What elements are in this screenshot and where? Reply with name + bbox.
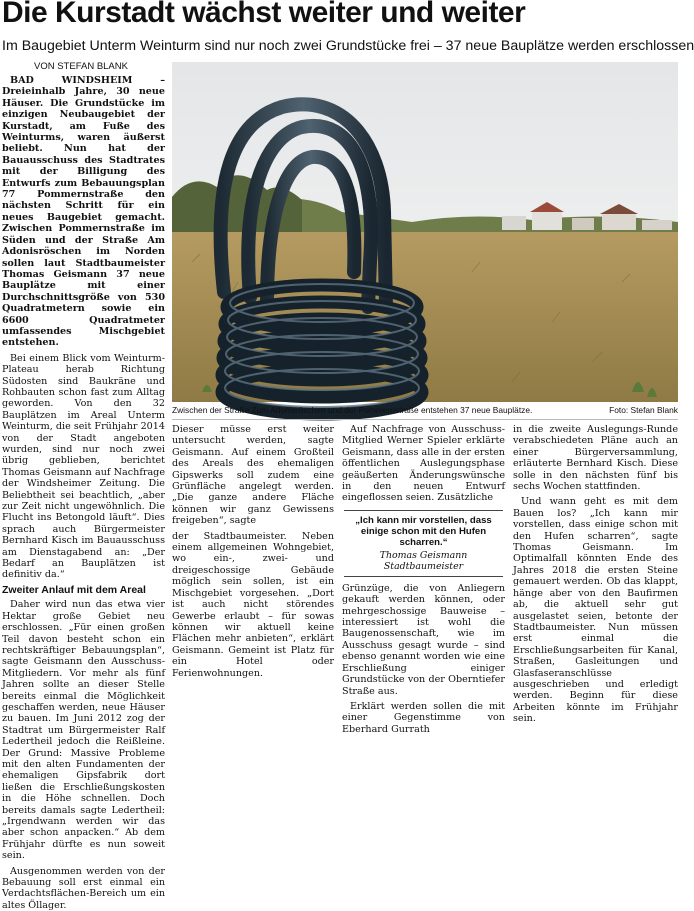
photo-caption-text: Zwischen der Straße Zum Adonisröschen und der Pommernstraße entstehen 37 neue Bauplätze.: [172, 405, 533, 415]
column-1: [2, 75, 165, 911]
pull-quote-role: Stadtbaumeister: [383, 560, 464, 572]
headline: Die Kurstadt wächst weiter und weiter: [2, 0, 526, 29]
pull-quote: [344, 510, 503, 577]
lead-text: Dreieinhalb Jahre, 30 neue Häuser. Die Grundstücke im einzigen Neubaugebiet der Kurstadt, am Fuße des Weinturms, waren äußerst beliebt. Nun hat der Bauausschuss des Stadtrates mit der Billigung des Entwurfs zum Bebauungsplan 77 Pommernstraße den nächsten Schritt für ein neues Baugebiet gemacht. Zwischen Pommernstraße im Süden und der Straße Am Adonisröschen im Norden sollen laut Stadtbaumeister Thomas Geismann 37 neue Bauplätze mit einer Durchschnittsgröße von 530 Quadratmetern sowie ein 6600 Quadratmeter umfassendes Mischgebiet entstehen.: [2, 86, 165, 349]
column-4: [513, 424, 678, 725]
subheadline: Im Baugebiet Unterm Weinturm sind nur noch zwei Grundstücke frei – 37 neue Bauplätze werden erschlossen: [2, 38, 694, 54]
column-1-paragraph-4: Ausgenommen werden von der Bebauung soll erst einmal ein Verdachtsflächen-Bereich um ein altes Öllager.: [2, 865, 165, 911]
article-photo: [172, 62, 678, 402]
dateline: BAD WINDSHEIM –: [10, 75, 165, 86]
pull-quote-text: „Ich kann mir vorstellen, dass einige schon mit den Hufen scharren.“: [355, 514, 492, 548]
column-2-paragraph-1b: der Stadtbaumeister. Neben einem allgemeinen Wohngebiet, wo ein-, zwei- und dreigeschossige Gebäude möglich sein sollen, ist ein Mischgebiet vorgesehen. „Dort ist auch nicht störendes Gewerbe erlaubt – für sowas können wir aktuell keine Flächen mehr anbieten“, erklärt Geismann. Gemeint ist Platz für ein Hotel oder Ferienwohnungen.: [172, 530, 334, 679]
lead-paragraph: [2, 75, 165, 349]
caption-divider: [172, 419, 678, 420]
column-3-paragraph-2: Erklärt werden sollen die mit einer Gegenstimme von Eberhard Gurrath: [342, 700, 505, 735]
photo-caption: [172, 405, 678, 415]
column-3-paragraph-1b: Grünzüge, die von Anliegern gekauft werden können, oder mehrgeschossige Bauweise – interessiert ist wohl die Baugenossenschaft, wie im Ausschuss gesagt wurde – sind ebenso genannt worden wie eine Erschließung einiger Grundstücke von der Oberntiefer Straße aus.: [342, 582, 505, 697]
byline: VON STEFAN BLANK: [34, 61, 128, 72]
section-heading: Zweiter Anlauf mit dem Areal: [2, 583, 146, 596]
column-3-paragraph-1: Auf Nachfrage von Ausschuss-Mitglied Werner Spieler erklärte Geismann, dass alle in der ersten öffentlichen Auslegungsphase geäußerten Änderungswünsche in den neuen Entwurf eingeflossen seien. Zusätzliche: [342, 424, 505, 504]
column-4-paragraph-2: Und wann geht es mit dem Bauen los? „Ich kann mir vorstellen, dass einige schon mit den Hufen scharren“, sagte Thomas Geismann. Im Optimalfall könnten Ende des Jahres 2018 die ersten Steine gemauert werden. Ob das klappt, hänge aber von den Baufirmen ab, die aktuell sehr gut ausgelastet seien, betonte der Stadtbaumeister. Nun müssen erst einmal die Erschließungsarbeiten für Kanal, Straßen, Gasleitungen und Glasfaseranschlüsse ausgeschrieben und erledigt werden. Beginn für diese Arbeiten könnte im Frühjahr sein.: [513, 496, 678, 725]
photo-credit: Foto: Stefan Blank: [609, 405, 678, 415]
pull-quote-author: Thomas Geismann: [379, 549, 468, 561]
column-3: [342, 424, 505, 735]
column-4-paragraph-1: in die zweite Auslegungs-Runde verabschiedeten Pläne auch an einer Bürgerversammlung, erläuterte Bernhard Kisch. Diese solle in den nächsten fünf bis sechs Wochen stattfinden.: [513, 424, 678, 493]
column-2-paragraph-1: Dieser müsse erst weiter untersucht werden, sagte Geismann. Auf einem Großteil des Areals des ehemaligen Gipswerks soll zudem eine Grünfläche angelegt werden. „Die ganze andere Fläche können wir ganz Gewissens freigeben“, sagte: [172, 424, 334, 527]
column-1-paragraph-2: Bei einem Blick vom Weinturm-Plateau herab Richtung Südosten sind Baukräne und Rohbauten schon fast zum Alltag geworden. Von den 32 Bauplätzen im Areal Unterm Weinturm, die seit Frühjahr 2014 von der Stadt angeboten wurden, sind nur noch zwei übrig geblieben, berichtet Thomas Geismann auf Nachfrage der Windsheimer Zeitung. Die Beliebtheit sei beachtlich, „aber zur Zeit nicht ungewöhnlich. Die Flucht ins Betongold läuft“. Dies sprach auch Bürgermeister Bernhard Kisch im Bauausschuss am Dienstagabend an: „Der Bedarf an Bauplätzen ist definitiv da.“: [2, 352, 165, 581]
column-1-paragraph-3: Daher wird nun das etwa vier Hektar große Gebiet neu erschlossen. „Für einen großen Teil davon besteht schon ein rechtskräftiger Bebauungsplan“, sagte Geismann den Ausschuss-Mitgliedern. Vor mehr als fünf Jahren sollte an dieser Stelle bereits einmal die Möglichkeit geschaffen werden, neue Häuser zu bauen. Im Juni 2012 zog der Stadtrat um Bürgermeister Ralf Ledertheil jedoch die Reißleine. Der Grund: Massive Probleme mit den alten Fundamenten der ehemaligen Gipsfabrik dort ließen die Erschließungskosten in die Höhe schnellen. Doch bereits damals sagte Ledertheil: „Irgendwann werden wir das aber schon anpacken.“ Ab dem Frühjahr dürfte es nun soweit sein.: [2, 599, 165, 862]
column-2: [172, 424, 334, 679]
